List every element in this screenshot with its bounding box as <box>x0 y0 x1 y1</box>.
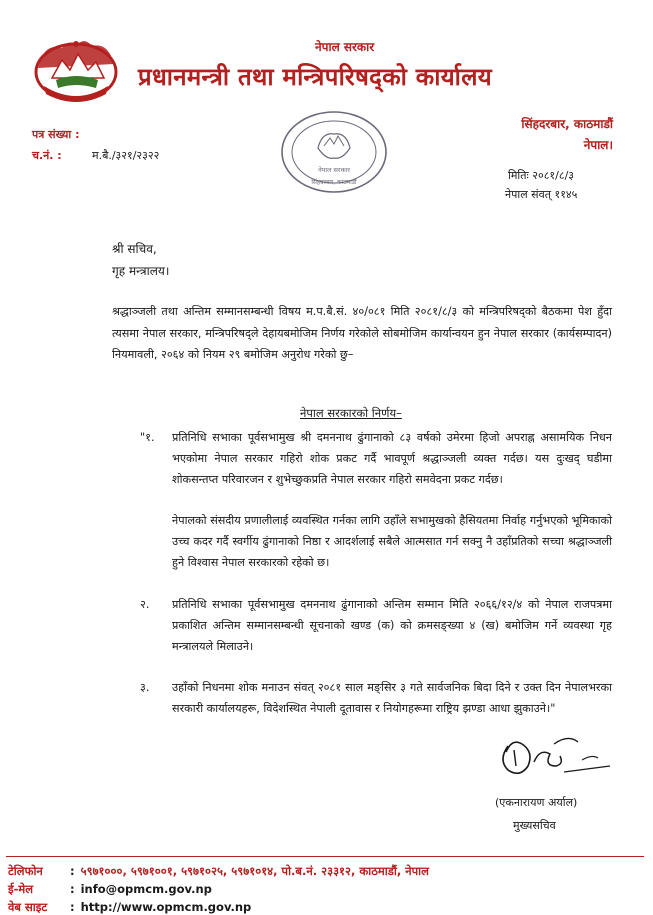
decision-item-text: प्रतिनिधि सभाका पूर्वसभामुख दमननाथ ढुंगानाको अन्तिम सम्मान मिति २०६६/१२/४ को नेपाल राजपत्रमा प्रकाशित अन्तिम सम्मानसम्बन्धी सूचनाको खण्ड (क) को क्रमसङ्ख्या ४ (ख) बमोजिम गर्ने व्यवस्था गृह मन्त्रालयले मिलाउने। <box>172 598 612 653</box>
address-line-2: नेपाल। <box>583 138 613 152</box>
intro-paragraph: श्रद्धाञ्जली तथा अन्तिम सम्मानसम्बन्धी विषय म.प.बै.सं. ४०/०८१ मिति २०८१/८/३ को मन्त्रिपरिषद्को बैठकमा पेश हुँदा त्यसमा नेपाल सरकार, मन्त्रिपरिषद्ले देहायबमोजिम निर्णय गरेकोले सोबमोजिम कार्यान्वयन हुन नेपाल सरकार (कार्यसम्पादन) नियमावली, २०६४ को नियम २९ बमोजिम अनुरोध गरेको छु– <box>112 305 612 361</box>
footer-website-row: वेब साइट : http://www.opmcm.gov.np <box>8 900 252 914</box>
footer-website-label: वेब साइट <box>8 900 48 914</box>
decision-item-1 <box>140 428 612 490</box>
government-name: नेपाल सरकार <box>315 40 375 54</box>
decision-item-2 <box>140 595 612 657</box>
dispatch-number-value: म.बै./३२१/२३२२ <box>92 149 160 162</box>
decision-item-3 <box>140 678 612 720</box>
nepal-emblem-icon <box>30 34 122 106</box>
footer-phone-row: टेलिफोन : ५९७१०००, ५९७१००१, ५९७१०२५, ५९७१०१४, पो.ब.नं. २३३१२, काठमाडौं, नेपाल <box>8 864 429 878</box>
footer-email-link[interactable]: info@opmcm.gov.np <box>80 882 212 896</box>
footer-email-label: ई-मेल <box>8 882 34 896</box>
footer-website-link[interactable]: http://www.opmcm.gov.np <box>80 900 252 914</box>
letter-date: मितिः २०८१/८/३ <box>508 169 574 182</box>
reference-number-label: पत्र संख्या : <box>32 128 80 141</box>
footer-divider <box>6 856 644 857</box>
office-title: प्रधानमन्त्री तथा मन्त्रिपरिषद्को कार्यालय <box>138 63 492 91</box>
recipient-line-2: गृह मन्त्रालय। <box>112 264 170 278</box>
nepal-sambat-date: नेपाल संवत् ११४५ <box>505 188 578 201</box>
decision-item-number: २. <box>140 598 150 611</box>
seal-text-bottom: सिंहदरबार, काठमाडौं <box>311 179 357 186</box>
address-line-1: सिंहदरबार, काठमाडौं <box>521 117 613 131</box>
dispatch-number-label: च.नं. : <box>32 149 62 162</box>
signatory-title: मुख्यसचिव <box>513 819 556 832</box>
footer-phone-value: ५९७१०००, ५९७१००१, ५९७१०२५, ५९७१०१४, पो.ब.नं. २३३१२, काठमाडौं, नेपाल <box>80 864 429 878</box>
seal-text-top: नेपाल सरकार <box>318 166 350 174</box>
decision-item-text: उहाँको निधनमा शोक मनाउन संवत् २०८१ साल मङ्सिर ३ गते सार्वजनिक बिदा दिने र उक्त दिन नेपालभरका सरकारी कार्यालयहरू, विदेशस्थित नेपाली दूतावास र नियोगहरूमा राष्ट्रिय झण्डा आधा झुकाउने।" <box>172 681 612 715</box>
signatory-name: (एकनारायण अर्याल) <box>495 796 578 809</box>
decision-item-number: ३. <box>140 681 150 694</box>
office-seal-icon <box>278 108 390 196</box>
decision-item-number: "१. <box>140 431 155 444</box>
decision-heading: नेपाल सरकारको निर्णय– <box>300 406 402 420</box>
decision-item-1-continued <box>172 511 612 573</box>
decision-item-text: नेपालको संसदीय प्रणालीलाई व्यवस्थित गर्नका लागि उहाँले सभामुखको हैसियतमा निर्वाह गर्नुभएको भूमिकाको उच्च कदर गर्दै स्वर्गीय ढुंगानाको निष्ठा र आदर्शलाई सबैले आत्मसात गर्न सक्नु नै उहाँप्रतिको सच्चा श्रद्धाञ्जली हुने विश्वास नेपाल सरकारको रहेको छ। <box>172 514 612 569</box>
handwritten-signature-icon <box>494 726 612 786</box>
decision-item-text: प्रतिनिधि सभाका पूर्वसभामुख श्री दमननाथ ढुंगानाको ८३ वर्षको उमेरमा हिजो अपराह्न असामयिक निधन भएकोमा नेपाल सरकार गहिरो शोक प्रकट गर्दै भावपूर्ण श्रद्धाञ्जली व्यक्त गर्दछ। यस दुःखद् घडीमा शोकसन्तप्त परिवारजन र शुभेच्छुकप्रति नेपाल सरकार गहिरो समवेदना प्रकट गर्दछ। <box>172 431 612 486</box>
footer-phone-label: टेलिफोन <box>8 864 43 878</box>
footer-email-row: ई-मेल : info@opmcm.gov.np <box>8 882 212 896</box>
recipient-line-1: श्री सचिव, <box>112 242 157 256</box>
